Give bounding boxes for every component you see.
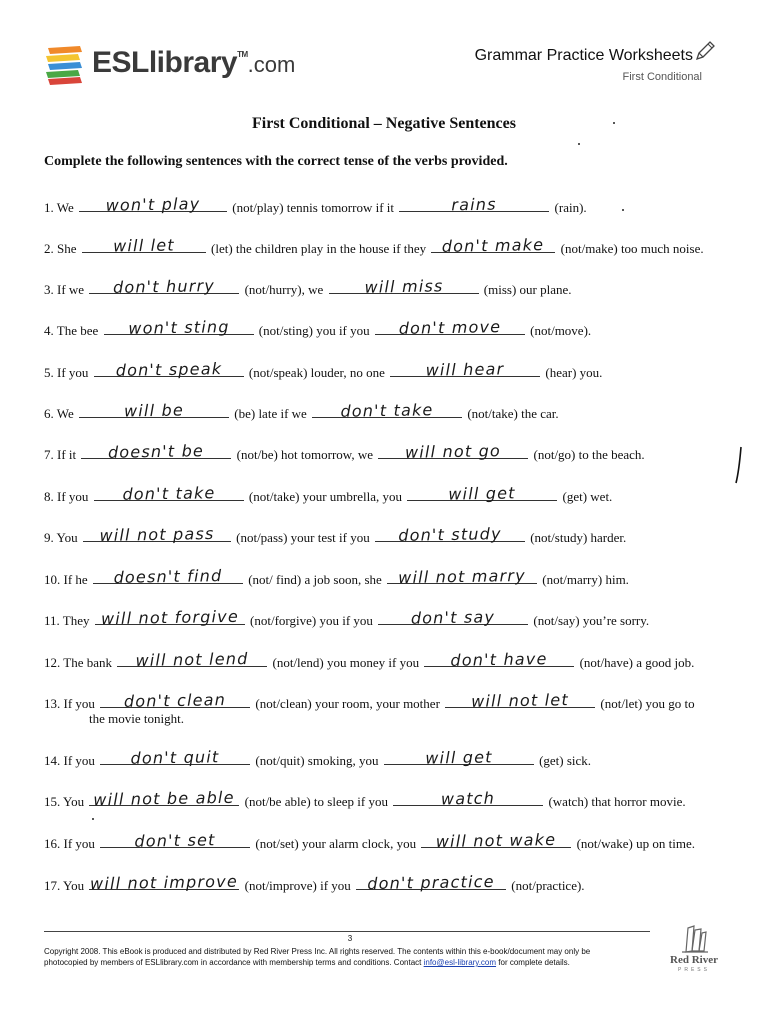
answer-blank[interactable]: will hear [390, 360, 540, 377]
answer-blank[interactable]: don't say [378, 608, 528, 625]
exercise-item-9: 9. You will not pass (not/pass) your test if you don't study (not/study) harder. [44, 523, 627, 546]
stray-mark [622, 209, 624, 211]
answer-blank[interactable]: will not lend [117, 650, 267, 667]
exercise-item-4: 4. The bee won't sting (not/sting) you if you don't move (not/move). [44, 317, 592, 338]
page-number: 3 [347, 934, 353, 943]
answer-blank[interactable]: will get [407, 484, 557, 501]
answer-blank[interactable]: don't quit [100, 748, 250, 765]
answer-blank[interactable]: will not forgive [95, 608, 245, 625]
answer-blank[interactable]: will miss [329, 277, 479, 294]
pen-stroke-mark [734, 445, 744, 485]
stray-mark [613, 122, 615, 124]
publisher-name: Red River [670, 954, 718, 966]
exercise-item-11: 11. They will not forgive (not/forgive) you if you don't say (not/say) you’re sorry. [44, 606, 650, 629]
stray-mark [92, 818, 94, 820]
answer-blank[interactable]: will not improve [90, 871, 239, 894]
worksheet-series-title: Grammar Practice Worksheets [474, 47, 693, 64]
answer-blank[interactable]: doesn't be [81, 442, 231, 459]
exercise-item-15: 15. You will not be able (not/be able) to sleep if you watch (watch) that horror movie. [44, 787, 686, 810]
pencil-icon [694, 40, 716, 62]
exercise-item-10: 10. If he doesn't find (not/ find) a job soon, she will not marry (not/marry) him. [44, 565, 629, 588]
exercise-item-7: 7. If it doesn't be (not/be) hot tomorrow, we will not go (not/go) to the beach. [44, 441, 645, 462]
answer-blank[interactable]: doesn't find [93, 567, 243, 584]
instructions: Complete the following sentences with the correct tense of the verbs provided. [44, 154, 508, 169]
answer-blank[interactable]: don't practice [356, 873, 506, 890]
exercise-item-13: 13. If you don't clean (not/clean) your room, your mother will not let (not/let) you go to the movie tonight. [44, 690, 695, 726]
exercise-item-1: 1. We won't play (not/play) tennis tomorrow if it rains (rain). [44, 194, 587, 215]
answer-blank[interactable]: don't speak [94, 360, 244, 377]
books-logo-icon [42, 44, 86, 86]
answer-blank[interactable]: don't take [312, 401, 462, 418]
exercise-item-5: 5. If you don't speak (not/speak) louder, no one will hear (hear) you. [44, 359, 603, 380]
stray-mark [578, 143, 580, 145]
logo-wordmark: ESLlibrary™.com [92, 46, 296, 79]
exercise-item-16: 16. If you don't set (not/set) your alarm clock, you will not wake (not/wake) up on time. [44, 829, 695, 852]
answer-blank[interactable]: won't play [79, 195, 227, 212]
footer-divider [44, 931, 650, 932]
answer-blank[interactable]: will let [82, 236, 206, 253]
worksheet-topic: First Conditional [622, 71, 702, 83]
answer-blank[interactable]: watch [393, 789, 543, 806]
answer-blank[interactable]: will get [384, 748, 534, 765]
answer-blank[interactable]: don't make [431, 236, 555, 253]
answer-blank[interactable]: don't have [424, 650, 574, 667]
exercise-item-12: 12. The bank will not lend (not/lend) you money if you don't have (not/have) a good job. [44, 649, 695, 670]
exercise-item-14: 14. If you don't quit (not/quit) smoking, you will get (get) sick. [44, 747, 592, 768]
copyright-notice: Copyright 2008. This eBook is produced and distributed by Red River Press Inc. All rights reserved. The contents within this e-book/document may only be photocopied by members of ESLlibrary.com in accordance with membership terms and conditions. Contact info@esl-library.com for complete details. [44, 947, 591, 967]
contact-email-link[interactable]: info@esl-library.com [423, 958, 497, 967]
answer-blank[interactable]: don't hurry [89, 277, 239, 294]
answer-blank[interactable]: will not marry [387, 567, 537, 584]
esl-library-logo [42, 42, 296, 90]
exercise-item-3: 3. If we don't hurry (not/hurry), we will miss (miss) our plane. [44, 276, 572, 297]
publisher-sub: PRESS [678, 967, 710, 973]
answer-blank[interactable]: don't set [100, 831, 250, 848]
page-title: First Conditional – Negative Sentences [252, 115, 516, 132]
exercise-item-6: 6. We will be (be) late if we don't take (not/take) the car. [44, 400, 559, 421]
exercise-item-8: 8. If you don't take (not/take) your umbrella, you will get (get) wet. [44, 483, 613, 504]
answer-blank[interactable]: will be [79, 401, 229, 418]
answer-blank[interactable]: will not be able [89, 789, 239, 806]
answer-blank[interactable]: rains [399, 195, 549, 212]
answer-blank[interactable]: will not wake [421, 831, 571, 848]
answer-blank[interactable]: don't clean [100, 691, 250, 708]
answer-blank[interactable]: don't study [375, 525, 525, 542]
red-river-press-logo [664, 924, 724, 974]
exercise-item-2: 2. She will let (let) the children play in the house if they don't make (not/make) too much noise. [44, 235, 704, 256]
exercise-item-17: 17. You will not improve (not/improve) if you don't practice (not/practice). [44, 871, 585, 894]
answer-blank[interactable]: don't move [375, 318, 525, 335]
answer-blank[interactable]: don't take [94, 484, 244, 501]
answer-blank[interactable]: won't sting [104, 318, 254, 335]
answer-blank[interactable]: will not let [445, 691, 595, 708]
answer-blank[interactable]: will not go [378, 442, 528, 459]
answer-blank[interactable]: will not pass [83, 525, 231, 542]
book-stack-icon [664, 924, 724, 954]
